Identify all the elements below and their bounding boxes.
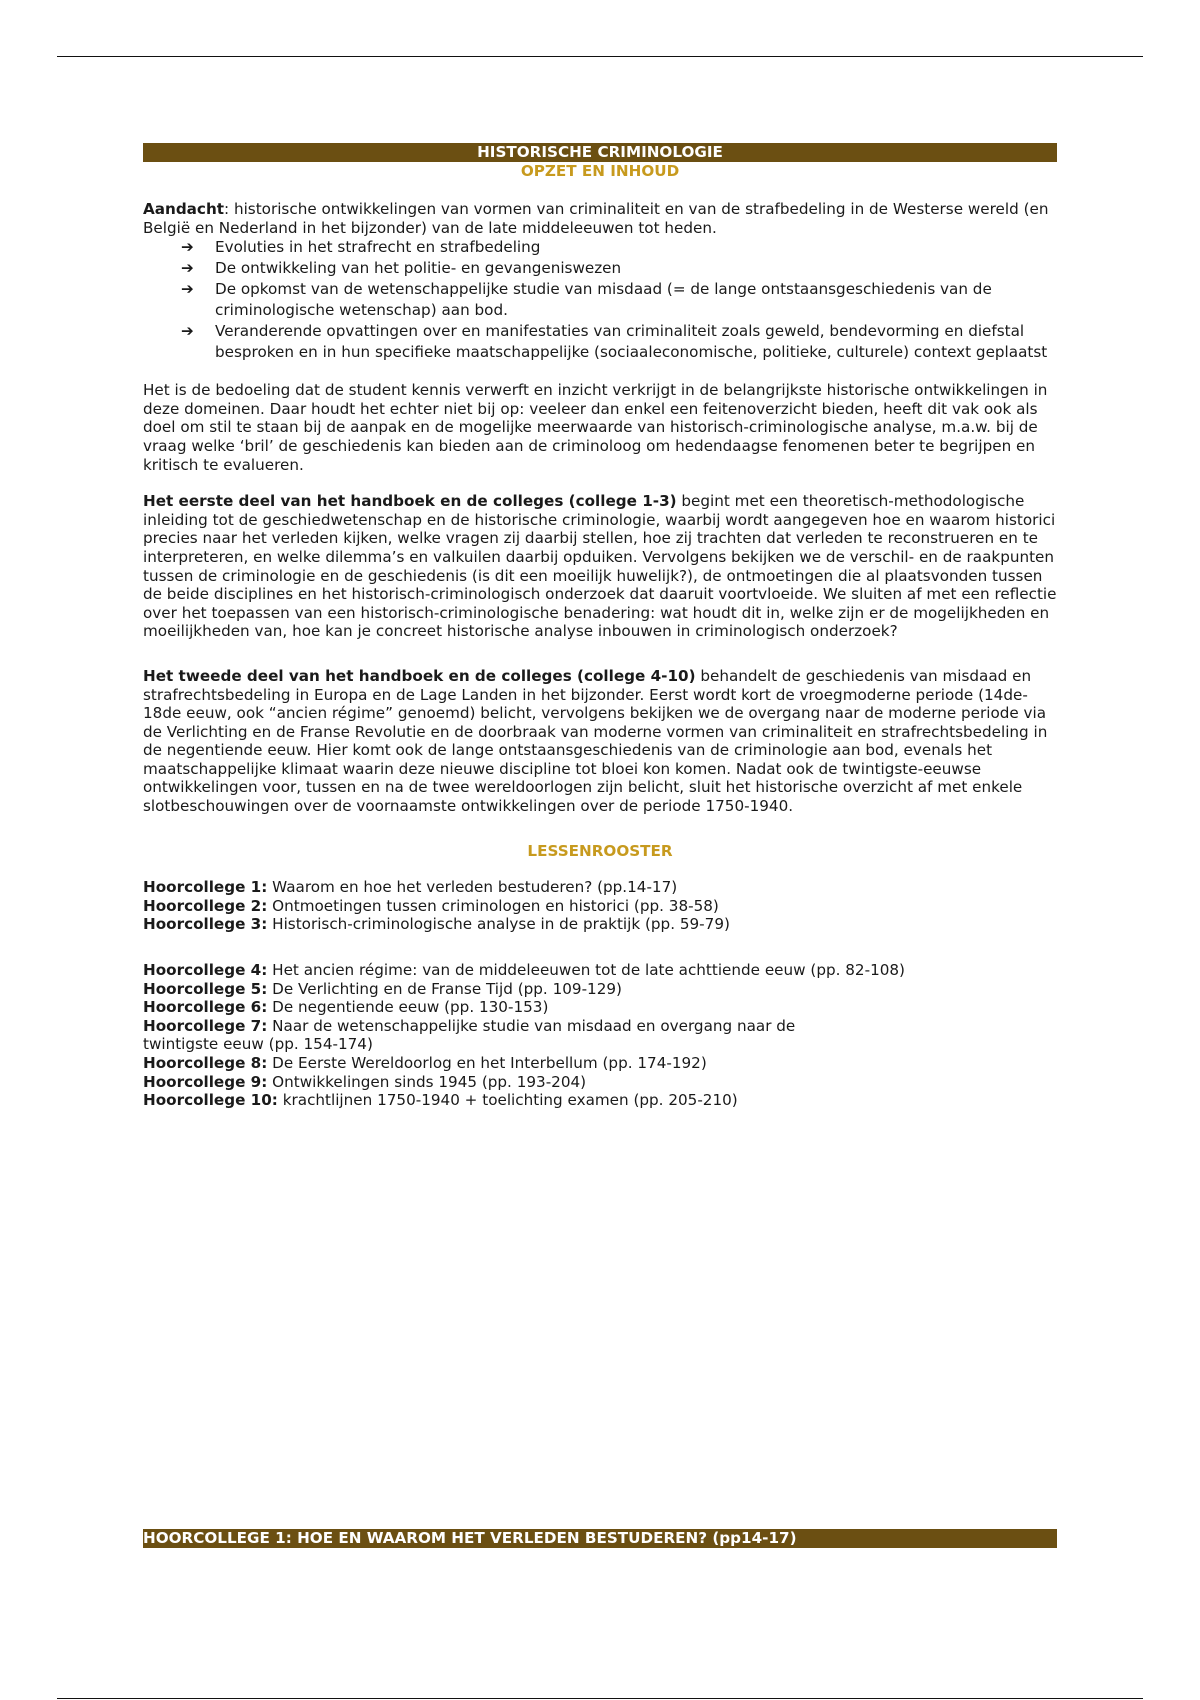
schedule-text: Naar de wetenschappelijke studie van misdaad en overgang naar de twintigste eeuw (pp. 154-174) — [143, 1016, 796, 1054]
part2-text: behandelt de geschiedenis van misdaad en strafrechtsbedeling in Europa en de Lage Landen in het bijzonder. Eerst wordt kort de vroegmoderne periode (14de-18de eeuw, ook “ancien régime” genoemd) belicht, vervolgens bekijken we de overgang naar de moderne periode via de Verlichting en de Franse Revolutie en de doorbraak van moderne vormen van criminaliteit en strafrechtsbedeling in de negentiende eeuw. Hier komt ook de lange ontstaansgeschiedenis van de criminologie aan bod, evenals het maatschappelijke klimaat waarin deze nieuwe discipline tot bloei kon komen. Nadat ook de twintigste-eeuwse ontwikkelingen voor, tussen en na de twee wereldoorlogen zijn belicht, sluit het historische overzicht af met enkele slotbeschouwingen over de voornaamste ontwikkelingen over de periode 1750-1940. — [143, 666, 1048, 816]
schedule-row — [143, 915, 1057, 934]
bottom-rule — [57, 1698, 1143, 1699]
schedule-group-1 — [143, 878, 1057, 934]
schedule-label: Hoorcollege 4: — [143, 961, 268, 980]
schedule-row — [143, 1091, 1057, 1110]
part1-heading: Het eerste deel van het handboek en de colleges (college 1-3) — [143, 492, 677, 511]
list-item — [181, 279, 1057, 321]
part1-text: begint met een theoretisch-methodologische inleiding tot de geschiedwetenschap en de historische criminologie, waarbij wordt aangegeven hoe en waarom historici precies naar het verleden kijken, welke vragen zij daarbij stellen, hoe zij trachten dat verleden te reconstrueren en te interpreteren, en welke dilemma’s en valkuilen daarbij opduiken. Vervolgens bekijken we de verschil- en de raakpunten tussen de criminologie en de geschiedenis (is dit een moeilijk huwelijk?), de ontmoetingen die al plaatsvonden tussen de beide disciplines en het historisch-criminologisch onderzoek dat daaruit voortvloeide. We sluiten af met een reflectie over het toepassen van een historisch-criminologische benadering: wat houdt dit in, welke zijn er de mogelijkheden en moeilijkheden van, hoe kan je concreet historische analyse inbouwen in criminologisch onderzoek? — [143, 492, 1057, 641]
part1-paragraph — [143, 492, 1057, 641]
arrow-icon: ➔ — [181, 322, 194, 341]
schedule-row — [143, 1017, 843, 1054]
schedule-label: Hoorcollege 3: — [143, 915, 268, 934]
list-item-text: Evoluties in het strafrecht en strafbedeling — [215, 238, 541, 257]
schedule-title: LESSENROOSTER — [527, 841, 673, 860]
top-rule — [57, 56, 1143, 57]
schedule-row — [143, 1073, 1057, 1092]
schedule-row — [143, 980, 1057, 999]
schedule-text: Waarom en hoe het verleden bestuderen? (pp.14-17) — [267, 878, 678, 897]
part2-heading: Het tweede deel van het handboek en de colleges (college 4-10) — [143, 666, 696, 685]
schedule-text: De Verlichting en de Franse Tijd (pp. 109-129) — [267, 979, 622, 998]
schedule-label: Hoorcollege 10: — [143, 1091, 278, 1110]
intro-label: Aandacht — [143, 200, 225, 218]
arrow-icon: ➔ — [181, 259, 194, 278]
schedule-row — [143, 897, 1057, 916]
intro-text: : historische ontwikkelingen van vormen van criminaliteit en van de strafbedeling in de Westerse wereld (en België en Nederland in het bijzonder) van de late middeleeuwen tot heden. — [143, 200, 1049, 237]
topic-list — [143, 237, 1057, 363]
list-item-text: De ontwikkeling van het politie- en gevangeniswezen — [215, 259, 622, 278]
schedule-text: Historisch-criminologische analyse in de praktijk (pp. 59-79) — [267, 915, 730, 934]
schedule-row — [143, 961, 1057, 980]
schedule-row — [143, 1054, 1057, 1073]
schedule-label: Hoorcollege 9: — [143, 1072, 268, 1091]
schedule-text: De negentiende eeuw (pp. 130-153) — [267, 998, 549, 1017]
schedule-text: Ontwikkelingen sinds 1945 (pp. 193-204) — [267, 1072, 587, 1091]
intro-paragraph — [143, 200, 1057, 237]
schedule-group-2 — [143, 961, 1057, 1110]
list-item — [181, 321, 1057, 363]
list-item — [181, 258, 1057, 279]
schedule-text: De Eerste Wereldoorlog en het Interbellum (pp. 174-192) — [267, 1054, 707, 1072]
schedule-text: Ontmoetingen tussen criminologen en historici (pp. 38-58) — [267, 896, 719, 915]
document-title-banner: HISTORISCHE CRIMINOLOGIE — [143, 143, 1057, 162]
document-subtitle: OPZET EN INHOUD — [520, 162, 680, 180]
schedule-row — [143, 998, 1057, 1017]
schedule-text: krachtlijnen 1750-1940 + toelichting examen (pp. 205-210) — [277, 1091, 738, 1110]
schedule-label: Hoorcollege 8: — [143, 1054, 268, 1072]
list-item-text: De opkomst van de wetenschappelijke studie van misdaad (= de lange ontstaansgeschiedenis van de criminologische wetenschap) aan bod. — [215, 280, 992, 320]
document-body — [143, 143, 1057, 1110]
arrow-icon: ➔ — [181, 238, 194, 257]
schedule-row — [143, 878, 1057, 897]
part2-paragraph — [143, 667, 1057, 816]
schedule-label: Hoorcollege 1: — [143, 878, 268, 897]
schedule-label: Hoorcollege 5: — [143, 979, 268, 998]
schedule-label: Hoorcollege 7: — [143, 1016, 268, 1035]
schedule-label: Hoorcollege 2: — [143, 896, 268, 915]
schedule-text: Het ancien régime: van de middeleeuwen tot de late achttiende eeuw (pp. 82-108) — [267, 961, 905, 980]
schedule-label: Hoorcollege 6: — [143, 998, 268, 1017]
list-item — [181, 237, 1057, 258]
arrow-icon: ➔ — [181, 280, 194, 299]
goal-paragraph: Het is de bedoeling dat de student kennis verwerft en inzicht verkrijgt in de belangrijkste historische ontwikkelingen in deze domeinen. Daar houdt het echter niet bij op: veeleer dan enkel een feitenoverzicht bieden, heeft dit vak ook als doel om stil te staan bij de aanpak en de mogelijke meerwaarde van historisch-criminologische analyse, m.a.w. bij de vraag welke ‘bril’ de geschiedenis kan bieden aan de criminoloog om hedendaagse fenomenen beter te begrijpen en kritisch te evalueren. — [143, 381, 1048, 474]
lecture-1-banner: HOORCOLLEGE 1: HOE EN WAAROM HET VERLEDEN BESTUDEREN? (pp14-17) — [143, 1529, 1057, 1548]
list-item-text: Veranderende opvattingen over en manifestaties van criminaliteit zoals geweld, bendevorming en diefstal besproken en in hun specifieke maatschappelijke (sociaaleconomische, politieke, culturele) context geplaatst — [215, 322, 1048, 362]
